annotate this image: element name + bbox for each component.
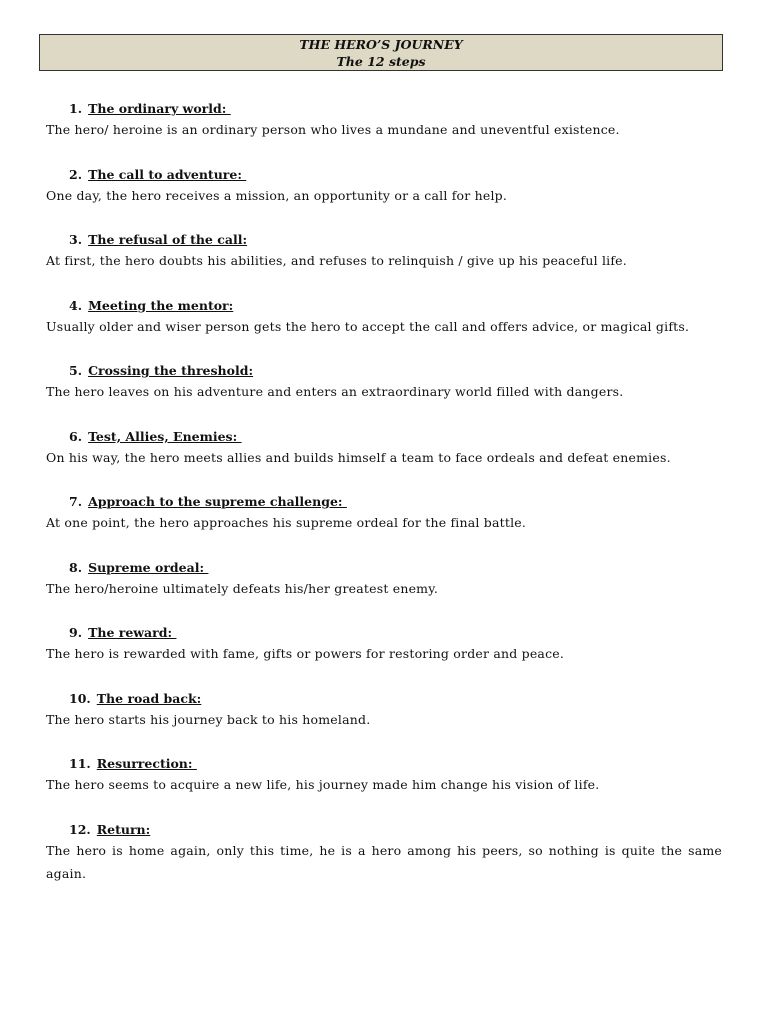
step-heading [46, 100, 722, 118]
step-8 [46, 559, 722, 600]
step-heading [46, 821, 722, 839]
step-number: 4. [69, 297, 83, 313]
step-title: The road back: [96, 690, 202, 706]
step-title: Resurrection: [96, 756, 197, 771]
step-number: 6. [69, 428, 83, 444]
step-description: At first, the hero doubts his abilities, and refuses to relinquish / give up his peaceful life. [46, 253, 627, 268]
step-description: The hero/heroine ultimately defeats his/her greatest enemy. [46, 580, 439, 596]
step-number: 2. [69, 166, 83, 182]
document-subtitle: The 12 steps [336, 54, 426, 69]
step-heading [46, 231, 722, 249]
step-description: At one point, the hero approaches his supreme ordeal for the final battle. [46, 515, 527, 530]
step-number: 1. [69, 101, 83, 116]
step-title: Meeting the mentor: [88, 297, 234, 313]
step-number: 7. [69, 494, 83, 509]
step-number: 5. [69, 363, 83, 378]
step-2 [46, 166, 722, 207]
step-title: Return: [96, 821, 151, 837]
step-description: The hero/ heroine is an ordinary person who lives a mundane and uneventful existence. [46, 122, 620, 137]
step-heading [46, 690, 722, 708]
document-title: THE HERO’S JOURNEY [299, 37, 463, 52]
step-heading [46, 493, 722, 511]
step-5 [46, 362, 722, 403]
step-description: Usually older and wiser person gets the hero to accept the call and offers advice, or magical gifts. [46, 318, 690, 334]
step-12 [46, 821, 722, 885]
step-title: Crossing the threshold: [88, 363, 254, 378]
step-heading [46, 755, 722, 773]
step-title: The call to adventure: [88, 166, 247, 182]
step-description: The hero starts his journey back to his homeland. [46, 711, 371, 727]
step-title: The ordinary world: [88, 101, 231, 116]
step-heading [46, 166, 722, 184]
step-description: The hero leaves on his adventure and enters an extraordinary world filled with dangers. [46, 384, 624, 399]
step-heading [46, 624, 722, 642]
step-6 [46, 428, 722, 469]
step-number: 11. [69, 756, 91, 771]
step-title: Approach to the supreme challenge: [88, 494, 347, 509]
title-box [39, 34, 723, 71]
step-title: The refusal of the call: [88, 232, 248, 247]
step-number: 3. [69, 232, 83, 247]
step-number: 12. [69, 821, 91, 837]
step-number: 9. [69, 625, 83, 640]
steps-list [46, 100, 722, 909]
step-10 [46, 690, 722, 731]
step-4 [46, 297, 722, 338]
step-description: The hero is rewarded with fame, gifts or powers for restoring order and peace. [46, 646, 565, 661]
step-1 [46, 100, 722, 141]
step-title: The reward: [88, 625, 177, 640]
step-number: 10. [69, 690, 91, 706]
step-description: On his way, the hero meets allies and builds himself a team to face ordeals and defeat enemies. [46, 449, 671, 465]
step-description: One day, the hero receives a mission, an opportunity or a call for help. [46, 187, 508, 203]
step-number: 8. [69, 559, 83, 575]
step-11 [46, 755, 722, 796]
step-3 [46, 231, 722, 272]
step-description: The hero seems to acquire a new life, his journey made him change his vision of life. [46, 777, 600, 792]
step-heading [46, 428, 722, 446]
step-title: Supreme ordeal: [88, 559, 209, 575]
step-heading [46, 362, 722, 380]
step-title: Test, Allies, Enemies: [88, 428, 242, 444]
step-7 [46, 493, 722, 534]
step-heading [46, 297, 722, 315]
step-9 [46, 624, 722, 665]
step-description: The hero is home again, only this time, he is a hero among his peers, so nothing is quite the same again. [46, 842, 722, 881]
step-heading [46, 559, 722, 577]
